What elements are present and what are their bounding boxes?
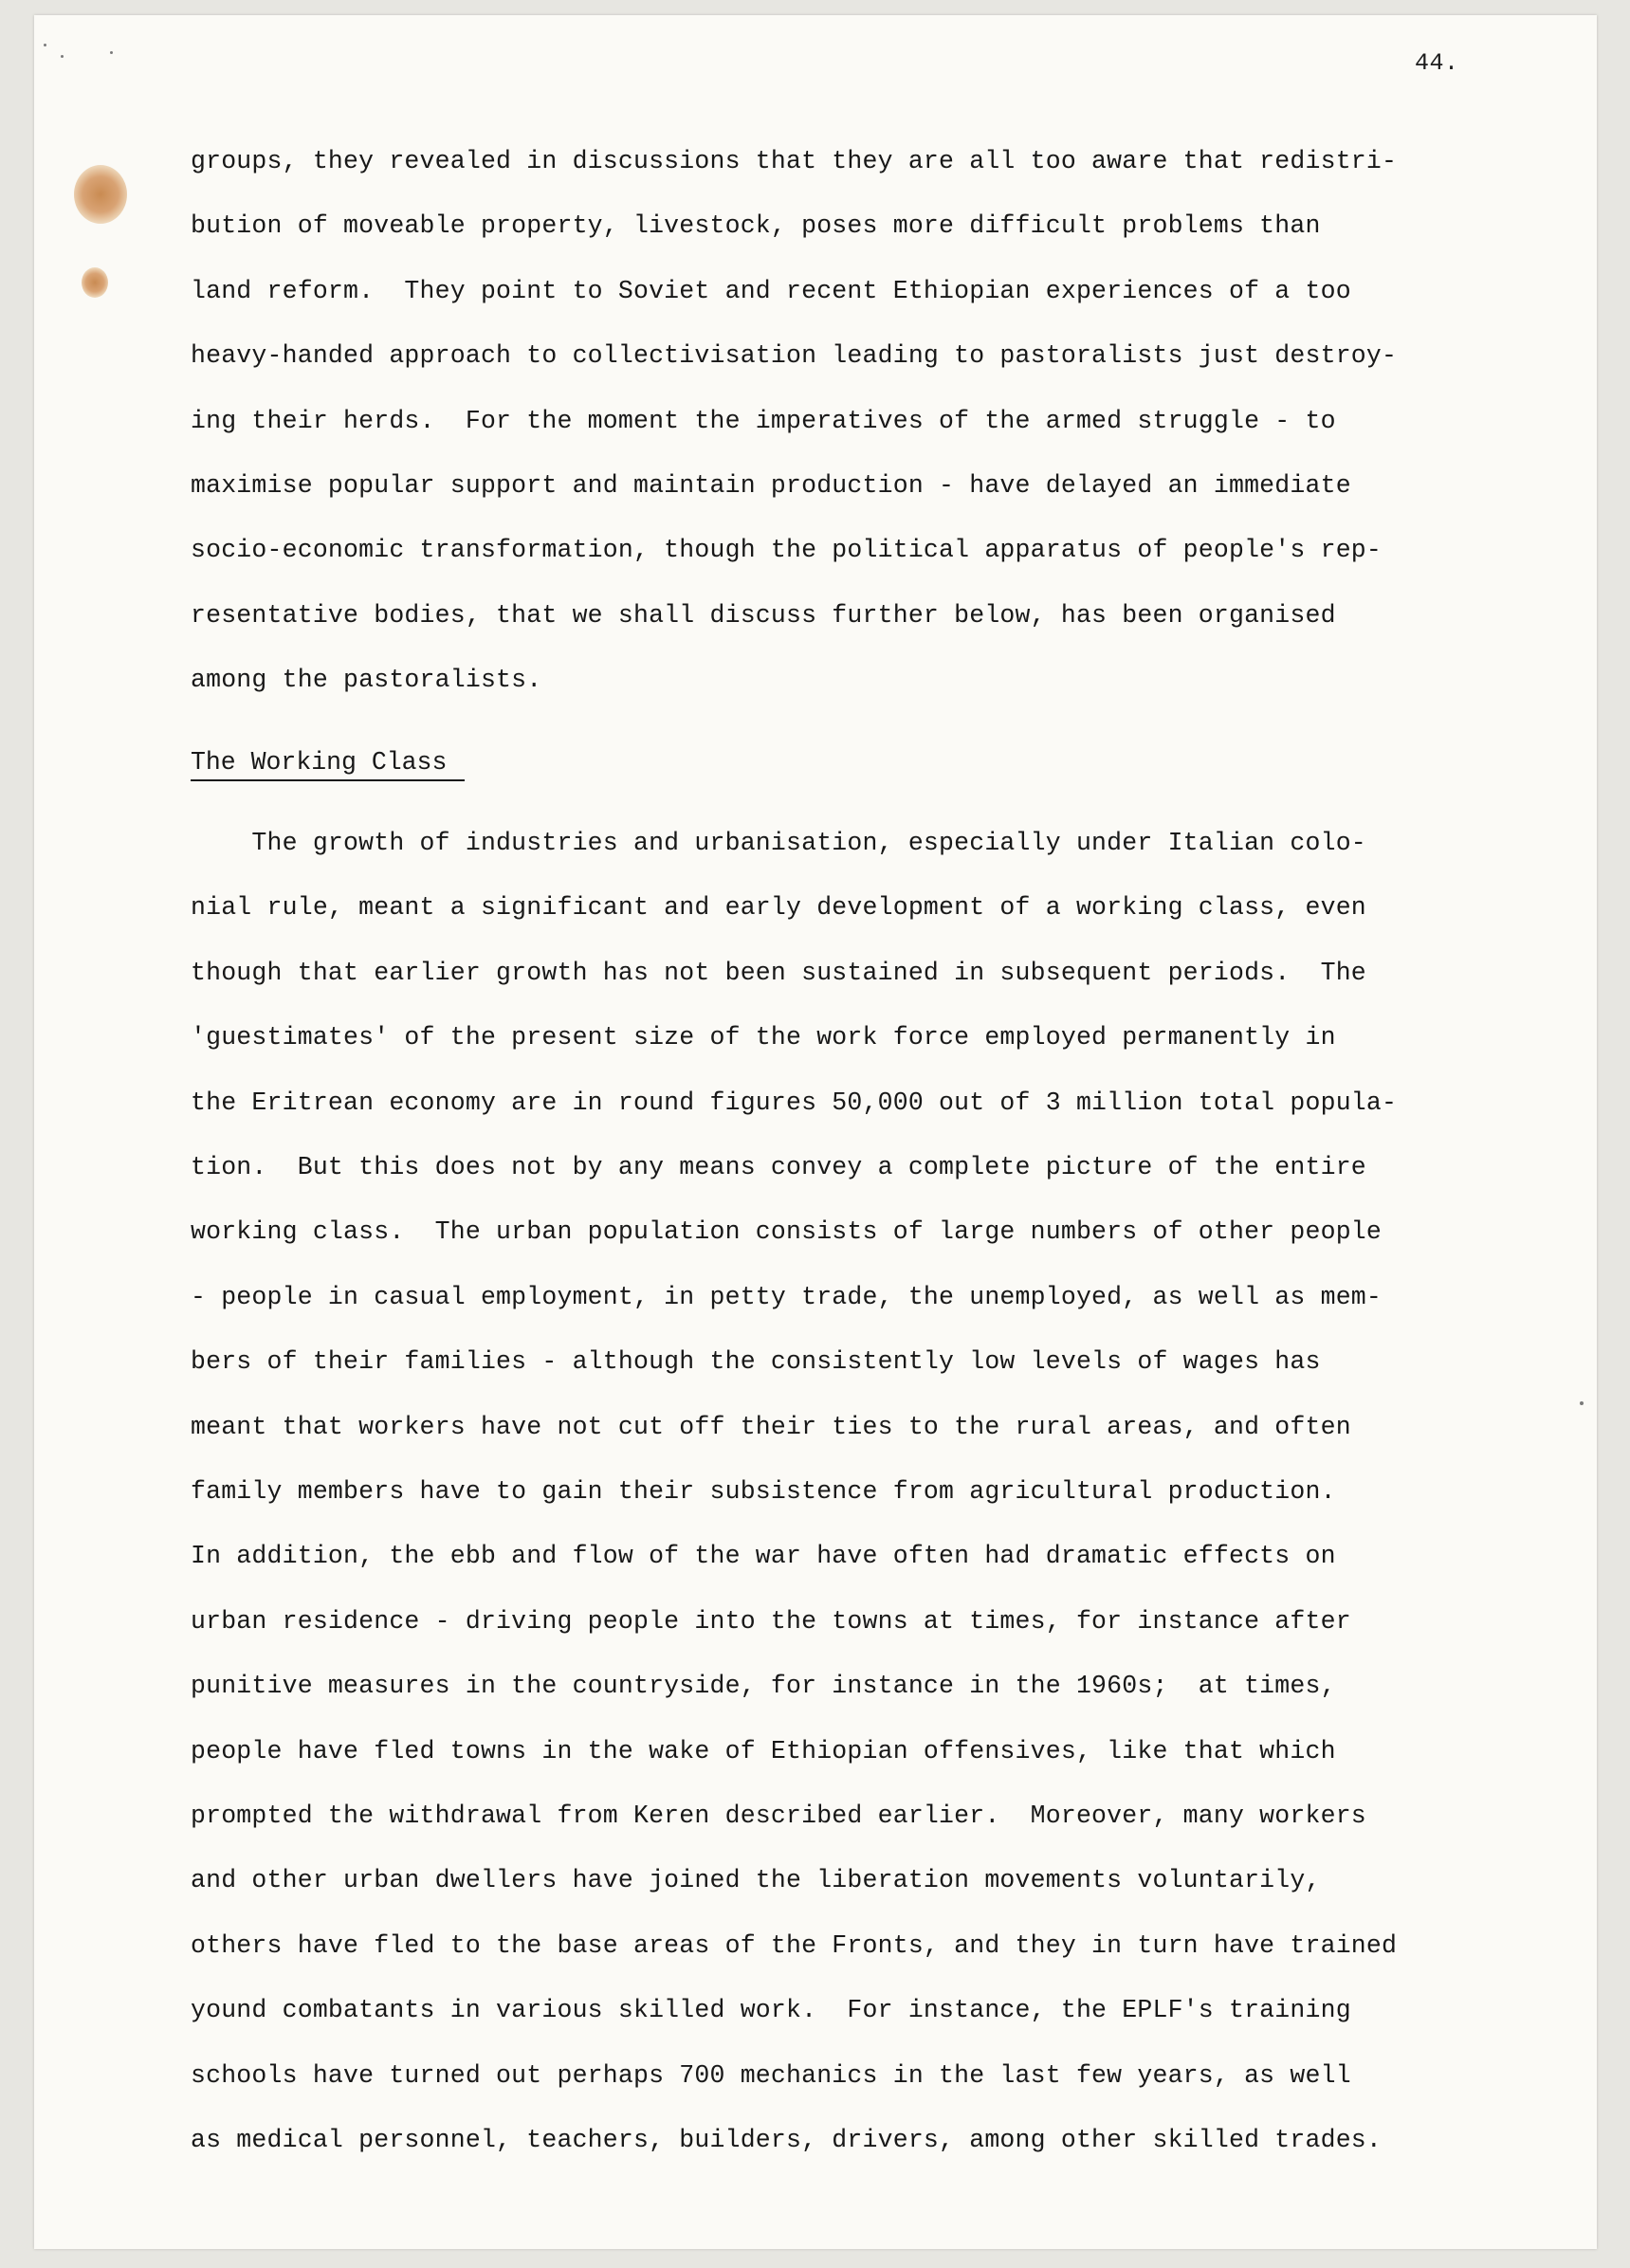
text-line: tion. But this does not by any means convey a complete picture of the entire [191,1153,1366,1181]
text-line: groups, they revealed in discussions that they are all too aware that redistri- [191,147,1398,175]
text-line: resentative bodies, that we shall discuss further below, has been organised [191,600,1336,630]
text-line: socio-economic transformation, though the political apparatus of people's rep- [191,536,1383,565]
text-line: maximise popular support and maintain production - have delayed an immediate [191,471,1351,500]
punch-hole-stain [74,165,127,224]
paper-speck [1580,1401,1584,1405]
text-line: heavy-handed approach to collectivisation leading to pastoralists just destroy- [191,341,1398,371]
section-heading: The Working Class [191,748,448,777]
text-line: ing their herds. For the moment the imperatives of the armed struggle - to [191,406,1336,435]
text-line: prompted the withdrawal from Keren described earlier. Moreover, many workers [191,1802,1366,1830]
text-line: the Eritrean economy are in round figures 50,000 out of 3 million total popula- [191,1088,1398,1117]
text-line: bers of their families - although the consistently low levels of wages has [191,1347,1321,1377]
text-line: The growth of industries and urbanisation, especially under Italian colo- [191,829,1366,857]
text-line: 'guestimates' of the present size of the work force employed permanently in [191,1023,1336,1052]
text-line: urban residence - driving people into the towns at times, for instance after [191,1606,1351,1636]
text-line: schools have turned out perhaps 700 mechanics in the last few years, as well [191,2060,1351,2090]
document-page [34,15,1597,2249]
text-line: among the pastoralists. [191,666,542,695]
text-line: people have fled towns in the wake of Ethiopian offensives, like that which [191,1736,1336,1765]
text-line: meant that workers have not cut off their ties to the rural areas, and often [191,1412,1351,1441]
heading-underline [191,779,465,781]
text-line: family members have to gain their subsistence from agricultural production. [191,1477,1336,1506]
paper-speck [44,44,46,46]
text-line: nial rule, meant a significant and early development of a working class, even [191,893,1366,923]
text-line: working class. The urban population consists of large numbers of other people [191,1217,1383,1247]
paper-speck [110,51,113,54]
text-line: land reform. They point to Soviet and recent Ethiopian experiences of a too [191,276,1351,305]
text-line: others have fled to the base areas of the Fronts, and they in turn have trained [191,1930,1398,1960]
text-line: as medical personnel, teachers, builders, drivers, among other skilled trades. [191,2126,1383,2154]
text-line: In addition, the ebb and flow of the war have often had dramatic effects on [191,1542,1336,1571]
text-line: though that earlier growth has not been sustained in subsequent periods. The [191,958,1366,987]
paper-speck [61,55,64,58]
text-line: bution of moveable property, livestock, poses more difficult problems than [191,211,1321,241]
page-number: 44. [1415,49,1459,77]
text-line: - people in casual employment, in petty trade, the unemployed, as well as mem- [191,1282,1383,1311]
text-line: and other urban dwellers have joined the liberation movements voluntarily, [191,1866,1321,1895]
text-line: punitive measures in the countryside, for instance in the 1960s; at times, [191,1672,1336,1701]
punch-hole-stain [82,267,108,298]
text-line: yound combatants in various skilled work. For instance, the EPLF's training [191,1996,1351,2025]
